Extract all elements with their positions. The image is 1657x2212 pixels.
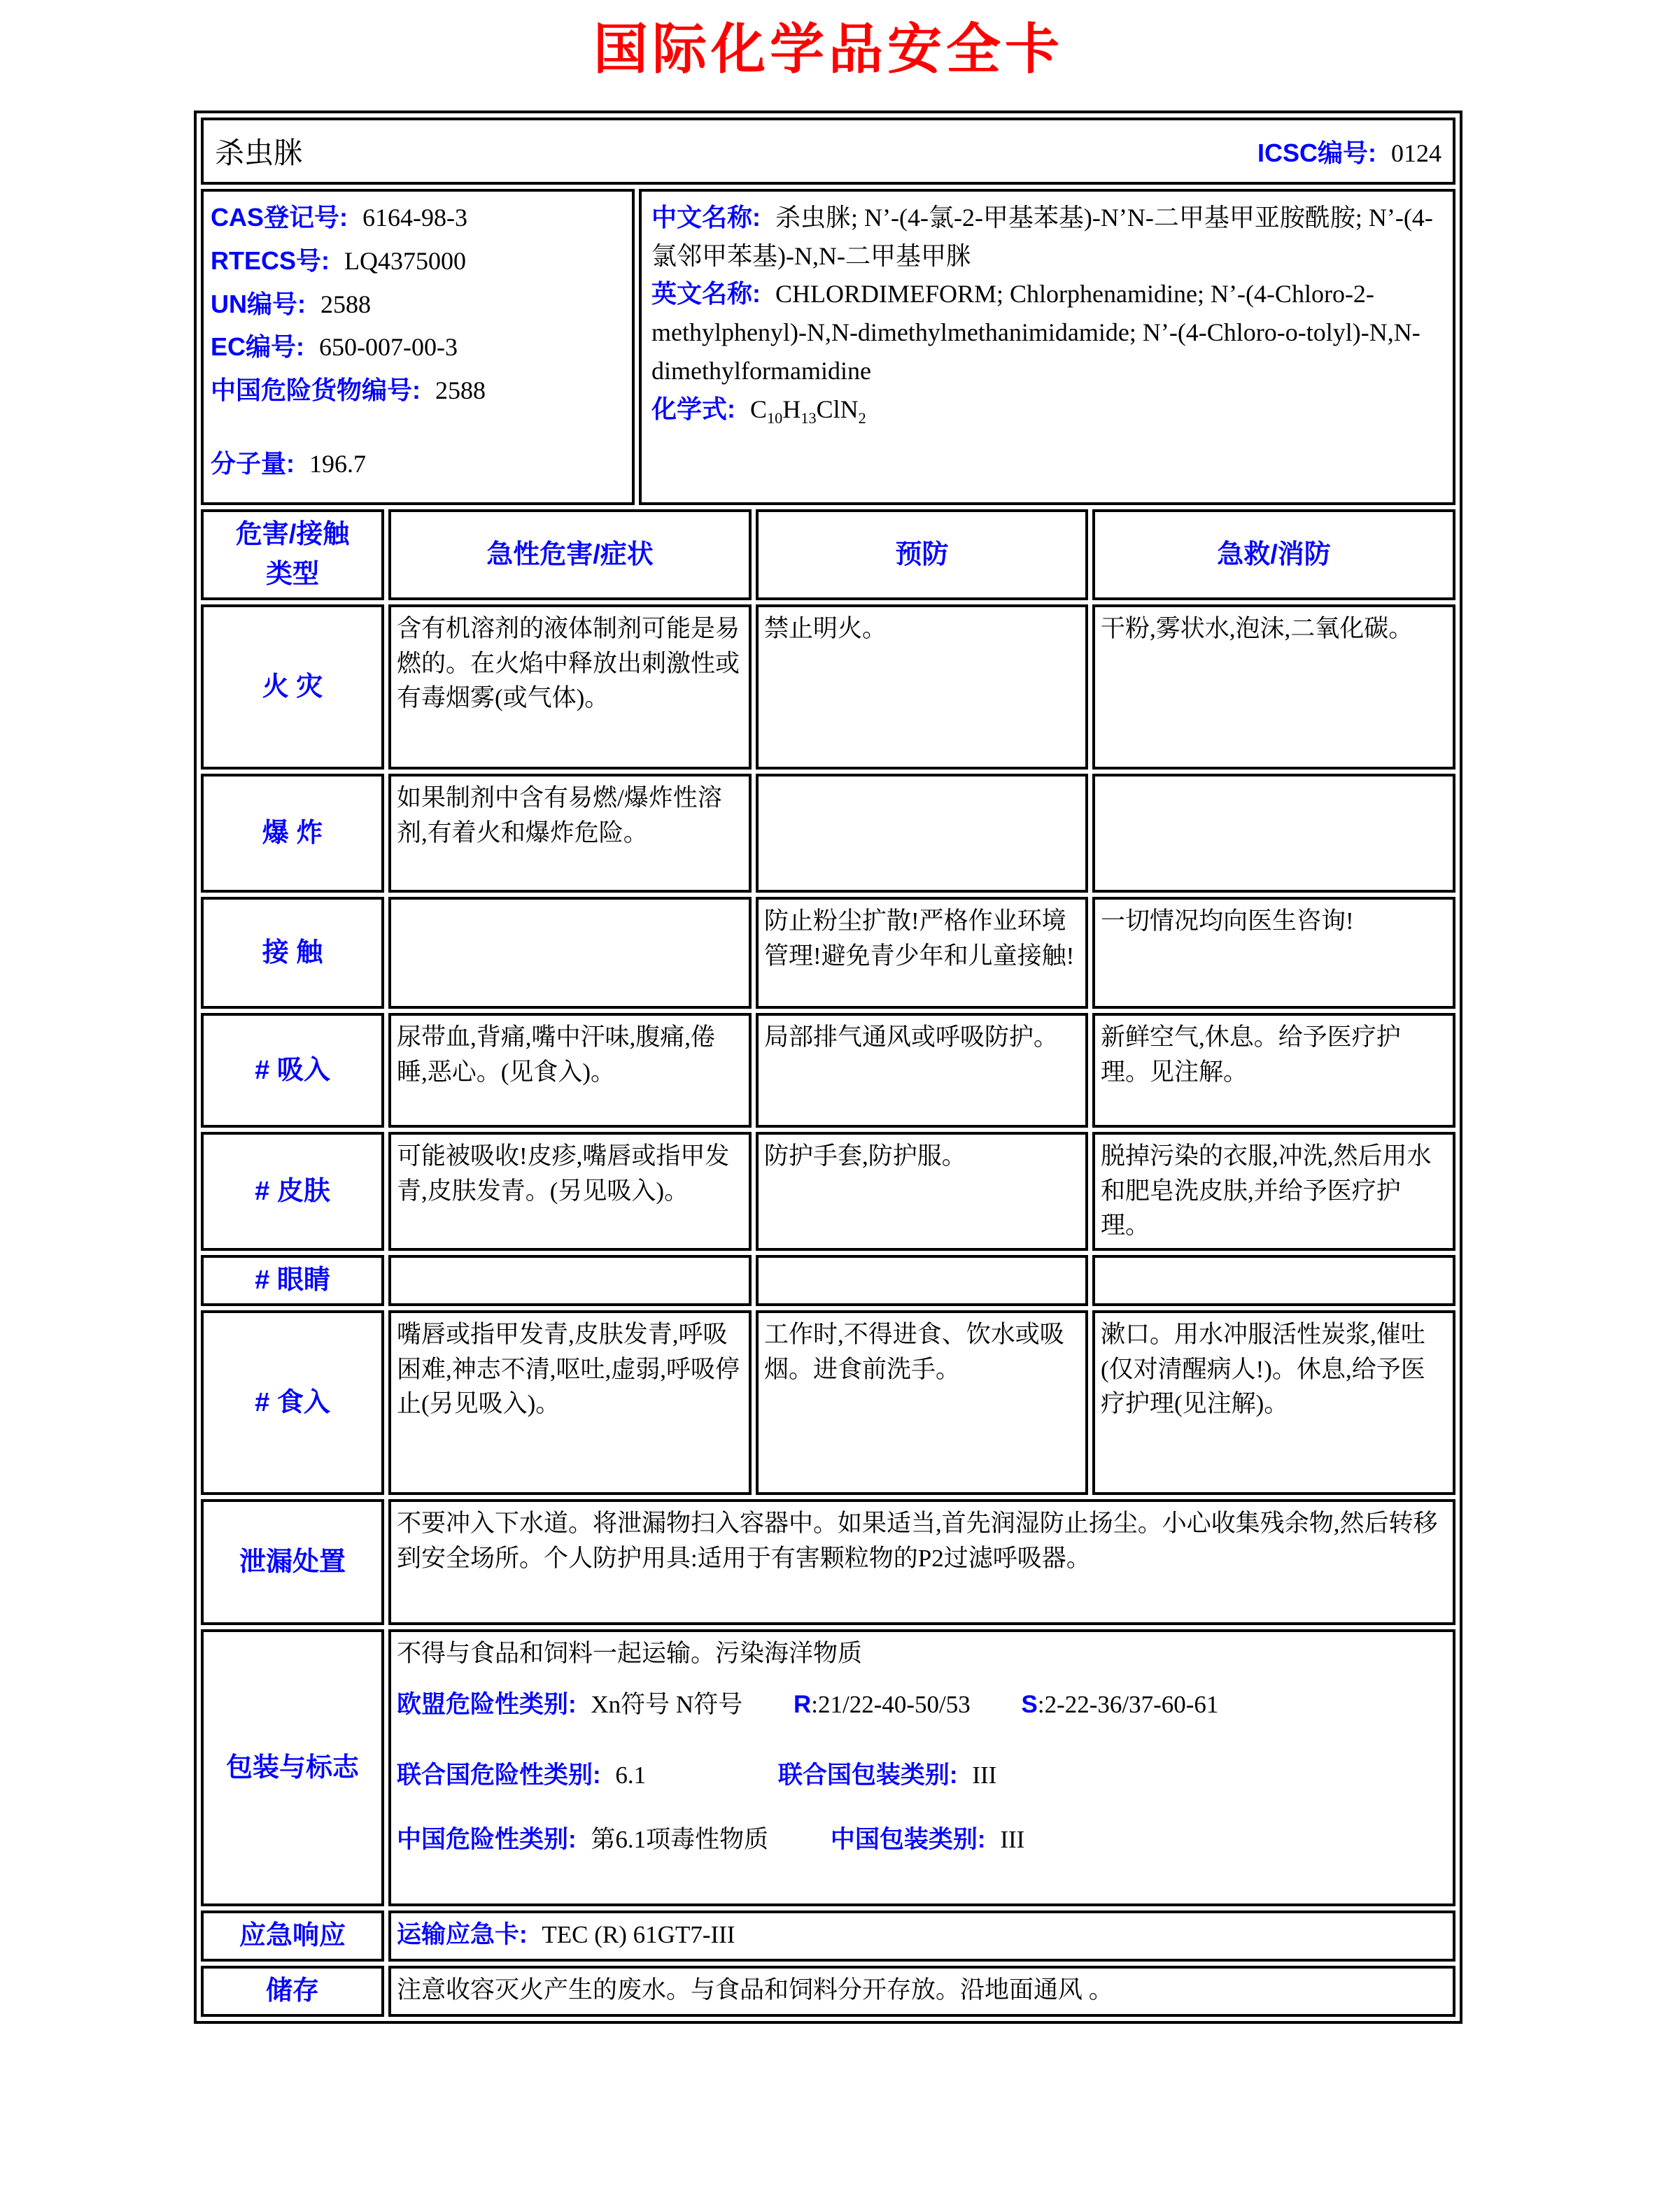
cell-spillage-text: 不要冲入下水道。将泄漏物扫入容器中。如果适当,首先润湿防止扬尘。小心收集残余物,然后转移到安全场所。个人防护用具:适用于有害颗粒物的P2过滤呼吸器。 <box>388 1499 1455 1625</box>
molecular-weight-label: 分子量: <box>211 448 295 478</box>
cell-fire-prevention: 禁止明火。 <box>756 604 1088 770</box>
english-name-value: CHLORDIMEFORM; Chlorphenamidine; N’-(4-Chloro-2- methylphenyl)-N,N-dimethylmethanimidamide; N’-(4-Chloro-o-tolyl)-N,N-dimethylformamidine <box>651 280 1420 385</box>
cell-skin-symptoms: 可能被吸收!皮疹,嘴唇或指甲发青,皮肤发青。(另见吸入)。 <box>388 1132 752 1251</box>
row-label-skin: # 皮肤 <box>201 1132 384 1251</box>
cell-fire-symptoms: 含有机溶剂的液体制剂可能是易燃的。在火焰中释放出刺激性或有毒烟雾(或气体)。 <box>388 604 752 770</box>
header-hazard-type-label: 危害/接触类型 <box>235 520 350 589</box>
un-number-line <box>211 288 625 321</box>
cell-inhalation-prevention: 局部排气通风或呼吸防护。 <box>756 1013 1088 1128</box>
cas-number-line <box>211 201 625 234</box>
cell-explosion-response <box>1092 774 1455 893</box>
cell-explosion-symptoms: 如果制剂中含有易燃/爆炸性溶剂,有着火和爆炸危险。 <box>388 774 752 893</box>
packaging-transport-note: 不得与食品和饲料一起运输。污染海洋物质 <box>397 1640 863 1667</box>
chinese-name-value: 杀虫脒; N’-(4-氯-2-甲基苯基)-N’N-二甲基甲亚胺酰胺; N’-(4-氯邻甲苯基)-N,N-二甲基甲脒 <box>651 204 1433 270</box>
r-phrase-label: R <box>793 1690 812 1718</box>
card-header-section <box>201 118 1455 185</box>
un-value: 2588 <box>320 290 371 318</box>
header-hazard-type <box>201 509 384 600</box>
identifiers-cell <box>201 189 635 505</box>
transport-emergency-card-value: TEC (R) 61GT7-III <box>542 1921 735 1948</box>
cell-fire-response: 干粉,雾状水,泡沫,二氧化碳。 <box>1092 604 1455 770</box>
cas-value: 6164-98-3 <box>362 204 467 232</box>
cell-ingestion-prevention: 工作时,不得进食、饮水或吸烟。进食前洗手。 <box>756 1310 1088 1495</box>
ec-value: 650-007-00-3 <box>319 333 458 362</box>
hazard-table-section <box>201 509 1455 2017</box>
row-label-explosion: 爆 炸 <box>201 774 384 893</box>
english-name-paragraph <box>651 275 1443 390</box>
cell-exposure-symptoms <box>388 897 752 1009</box>
cell-storage-text: 注意收容灭火产生的废水。与食品和饲料分开存放。沿地面通风 。 <box>388 1966 1455 2017</box>
un-label: UN编号: <box>211 289 306 318</box>
s-phrase-label: S <box>1021 1690 1038 1718</box>
card-header-cell <box>201 118 1455 185</box>
row-label-packaging: 包装与标志 <box>201 1629 384 1906</box>
cell-skin-prevention: 防护手套,防护服。 <box>756 1132 1088 1251</box>
china-dg-value: 2588 <box>435 376 486 405</box>
english-name-label: 英文名称: <box>651 279 761 309</box>
r-phrase-value: :21/22-40-50/53 <box>811 1690 971 1718</box>
chinese-name-paragraph <box>651 199 1443 275</box>
cell-packaging <box>388 1629 1455 1906</box>
cell-exposure-prevention: 防止粉尘扩散!严格作业环境管理!避免青少年和儿童接触! <box>756 897 1088 1009</box>
header-response: 急救/消防 <box>1092 509 1455 600</box>
rtecs-number-line <box>211 245 625 278</box>
cell-ingestion-response: 漱口。用水冲服活性炭浆,催吐(仅对清醒病人!)。休息,给予医疗护理(见注解)。 <box>1092 1310 1455 1495</box>
cell-explosion-prevention <box>756 774 1088 893</box>
cell-inhalation-response: 新鲜空气,休息。给予医疗护理。见注解。 <box>1092 1013 1455 1128</box>
icsc-value: 0124 <box>1391 139 1441 167</box>
molecular-weight-line <box>211 448 625 481</box>
row-label-ingestion: # 食入 <box>201 1310 384 1495</box>
cell-skin-response: 脱掉污染的衣服,冲洗,然后用水和肥皂洗皮肤,并给予医疗护理。 <box>1092 1132 1455 1251</box>
row-label-spillage: 泄漏处置 <box>201 1499 384 1625</box>
page-title: 国际化学品安全卡 <box>593 18 1064 80</box>
icsc-number-group <box>1257 134 1441 169</box>
header-prevention: 预防 <box>756 509 1088 600</box>
row-label-fire: 火 灾 <box>201 604 384 770</box>
eu-class-label: 欧盟危险性类别: <box>397 1690 577 1718</box>
cell-emergency <box>388 1910 1455 1962</box>
cn-class-label: 中国危险性类别: <box>397 1826 577 1854</box>
row-label-inhalation: # 吸入 <box>201 1013 384 1128</box>
cn-pack-value: III <box>1000 1826 1025 1854</box>
s-phrase-value: :2-22-36/37-60-61 <box>1037 1690 1219 1718</box>
un-pack-label: 联合国包装类别: <box>777 1761 958 1789</box>
ec-label: EC编号: <box>211 332 304 362</box>
ec-number-line <box>211 331 625 364</box>
un-pack-value: III <box>972 1761 997 1789</box>
safety-card-table <box>194 111 1462 2024</box>
header-symptoms: 急性危害/症状 <box>388 509 752 600</box>
china-dg-label: 中国危险货物编号: <box>211 376 421 405</box>
icsc-label: ICSC编号: <box>1257 138 1376 167</box>
row-label-exposure: 接 触 <box>201 897 384 1009</box>
chinese-name-label: 中文名称: <box>651 203 761 232</box>
identifiers-section <box>201 189 1455 505</box>
cell-eyes-symptoms <box>388 1255 752 1306</box>
eu-class-value: Xn符号 N符号 <box>591 1690 743 1718</box>
row-label-storage: 储存 <box>201 1966 384 2017</box>
cell-inhalation-symptoms: 尿带血,背痛,嘴中汗味,腹痛,倦睡,恶心。(见食入)。 <box>388 1013 752 1128</box>
row-label-eyes: # 眼睛 <box>201 1255 384 1306</box>
cell-eyes-prevention <box>756 1255 1088 1306</box>
chemical-formula: $C_{10}H_{13}ClN_2$ <box>750 395 866 427</box>
china-dg-number-line <box>211 374 625 407</box>
transport-emergency-card-label: 运输应急卡: <box>397 1921 528 1948</box>
cas-label: CAS登记号: <box>211 203 348 232</box>
chemical-name: 杀虫脒 <box>215 138 304 170</box>
packaging-eu-line <box>397 1687 1447 1723</box>
cell-eyes-response <box>1092 1255 1455 1306</box>
formula-label: 化学式: <box>651 394 735 423</box>
cell-exposure-response: 一切情况均向医生咨询! <box>1092 897 1455 1009</box>
cn-class-value: 第6.1项毒性物质 <box>591 1826 769 1854</box>
un-class-label: 联合国危险性类别: <box>397 1761 601 1789</box>
cn-pack-label: 中国包装类别: <box>830 1826 986 1854</box>
un-class-value: 6.1 <box>615 1761 647 1789</box>
packaging-un-line <box>397 1758 1447 1794</box>
packaging-cn-line <box>397 1822 1447 1858</box>
formula-paragraph <box>651 390 1443 430</box>
cell-ingestion-symptoms: 嘴唇或指甲发青,皮肤发青,呼吸困难,神志不清,呕吐,虚弱,呼吸停止(另见吸入)。 <box>388 1310 752 1495</box>
row-label-emergency: 应急响应 <box>201 1910 384 1962</box>
rtecs-value: LQ4375000 <box>344 246 466 275</box>
names-cell <box>639 189 1455 505</box>
rtecs-label: RTECS号: <box>211 246 330 275</box>
molecular-weight-value: 196.7 <box>309 449 366 478</box>
